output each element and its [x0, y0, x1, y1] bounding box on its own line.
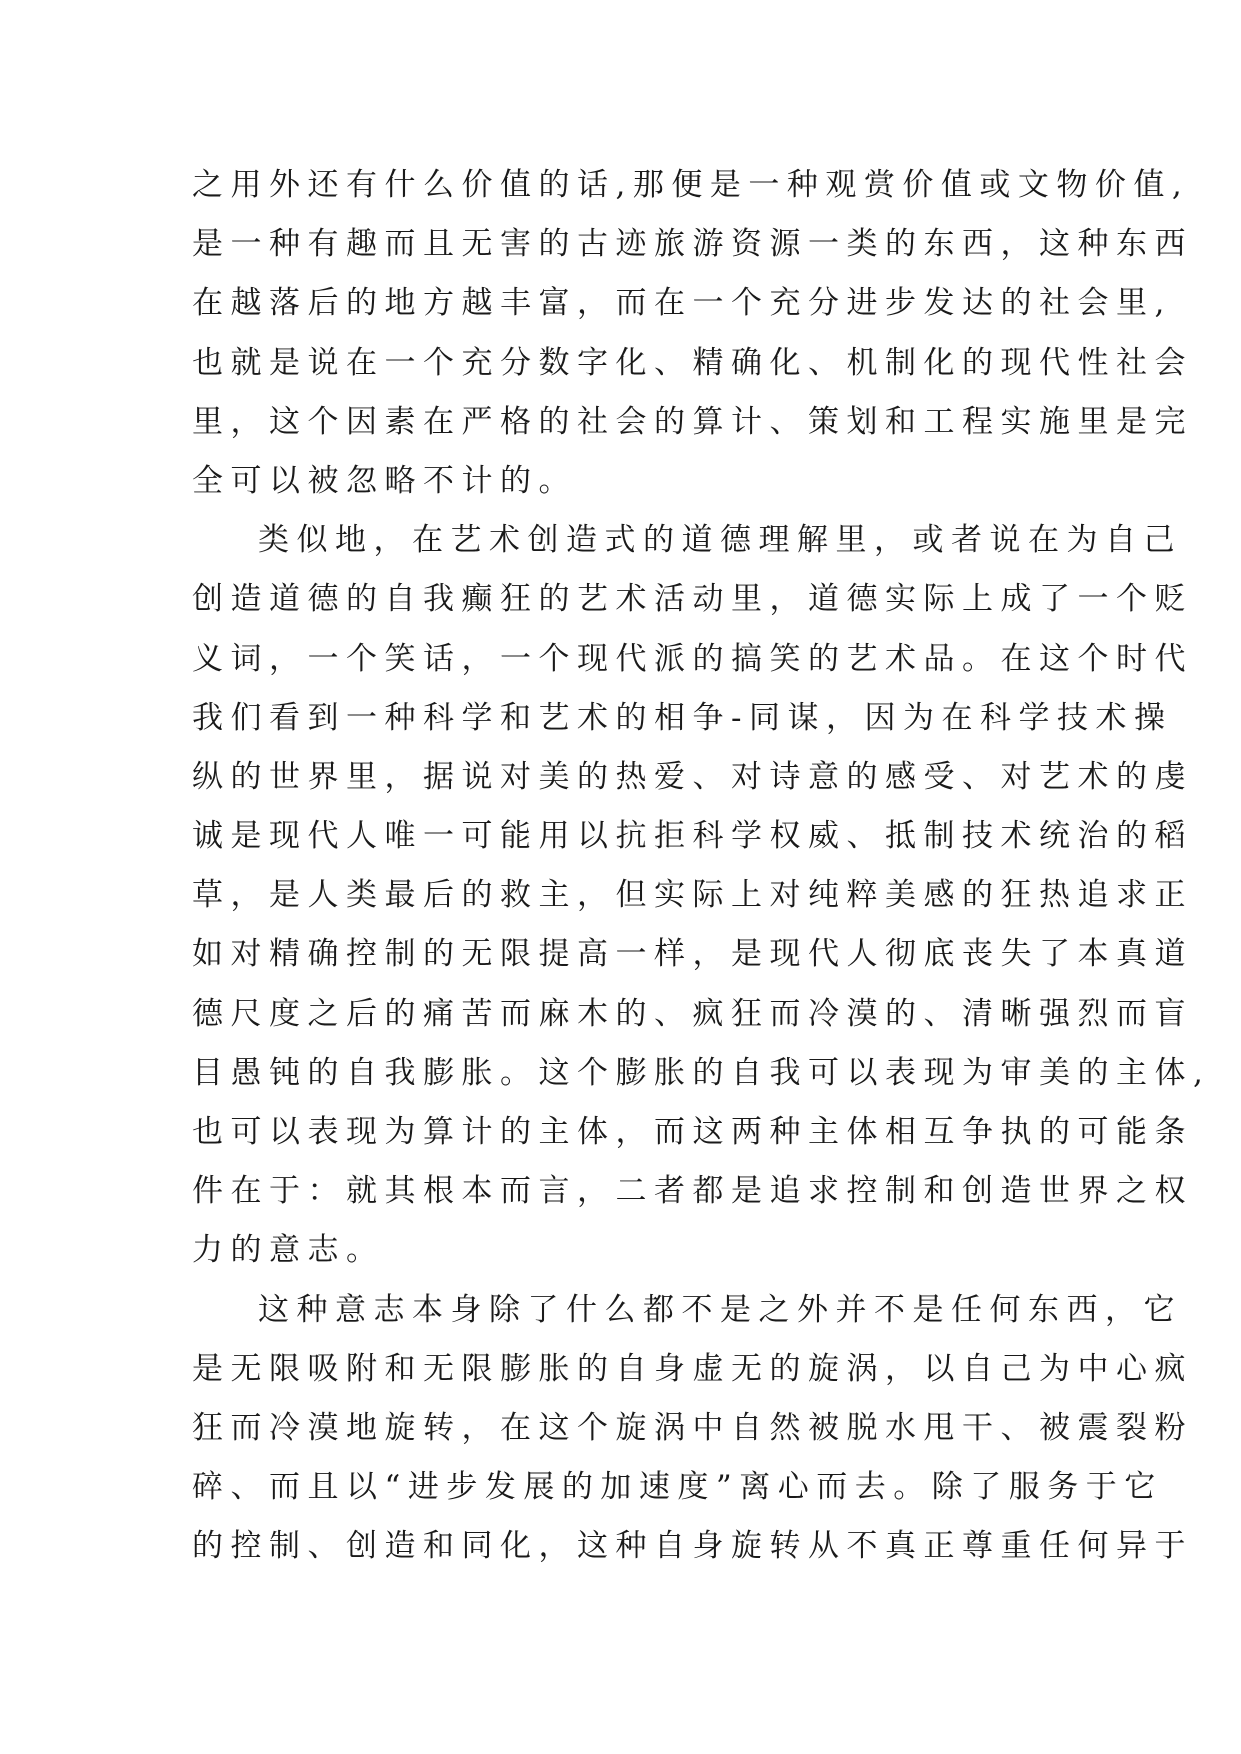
text-line: 如对精确控制的无限提高一样，是现代人彻底丧失了本真道 [192, 936, 1193, 973]
text-line: 件在于：就其根本而言，二者都是追求控制和创造世界之权 [192, 1173, 1193, 1210]
text-line: 德尺度之后的痛苦而麻木的、疯狂而冷漠的、清晰强烈而盲 [192, 995, 1193, 1032]
text-line: 义词，一个笑话，一个现代派的搞笑的艺术品。在这个时代 [192, 640, 1193, 677]
text-line: 目愚钝的自我膨胀。这个膨胀的自我可以表现为审美的主体, [192, 1054, 1211, 1091]
paragraph-start-line: 这种意志本身除了什么都不是之外并不是任何东西，它 [258, 1291, 1182, 1328]
text-line: 也可以表现为算计的主体，而这两种主体相互争执的可能条 [192, 1114, 1193, 1150]
text-line: 是无限吸附和无限膨胀的自身虚无的旋涡，以自己为中心疯 [192, 1350, 1193, 1387]
text-line: 在越落后的地方越丰富，而在一个充分进步发达的社会里, [192, 285, 1172, 322]
text-line: 创造道德的自我癫狂的艺术活动里，道德实际上成了一个贬 [192, 581, 1193, 618]
paragraph-start-line: 类似地，在艺术创造式的道德理解里，或者说在为自己 [258, 522, 1182, 559]
text-line: 狂而冷漠地旋转，在这个旋涡中自然被脱水甩干、被震裂粉 [192, 1409, 1193, 1446]
text-line: 力的意志。 [192, 1232, 385, 1269]
body-text [192, 156, 1211, 1577]
text-line: 我们看到一种科学和艺术的相争-同谋，因为在科学技术操 [192, 699, 1173, 736]
text-line: 里，这个因素在严格的社会的算计、策划和工程实施里是完 [192, 403, 1193, 440]
text-line: 是一种有趣而且无害的古迹旅游资源一类的东西，这种东西 [192, 226, 1193, 263]
text-line: 的控制、创造和同化，这种自身旋转从不真正尊重任何异于 [192, 1528, 1193, 1565]
text-line: 也就是说在一个充分数字化、精确化、机制化的现代性社会 [192, 344, 1193, 381]
text-line: 全可以被忽略不计的。 [192, 462, 577, 499]
text-line: 碎、而且以“进步发展的加速度”离心而去。除了服务于它 [192, 1469, 1163, 1506]
text-line: 诚是现代人唯一可能用以抗拒科学权威、抵制技术统治的稻 [192, 818, 1193, 855]
text-line: 之用外还有什么价值的话,那便是一种观赏价值或文物价值, [192, 167, 1190, 203]
text-line: 草，是人类最后的救主，但实际上对纯粹美感的狂热追求正 [192, 877, 1193, 914]
text-line: 纵的世界里，据说对美的热爱、对诗意的感受、对艺术的虔 [192, 758, 1193, 795]
